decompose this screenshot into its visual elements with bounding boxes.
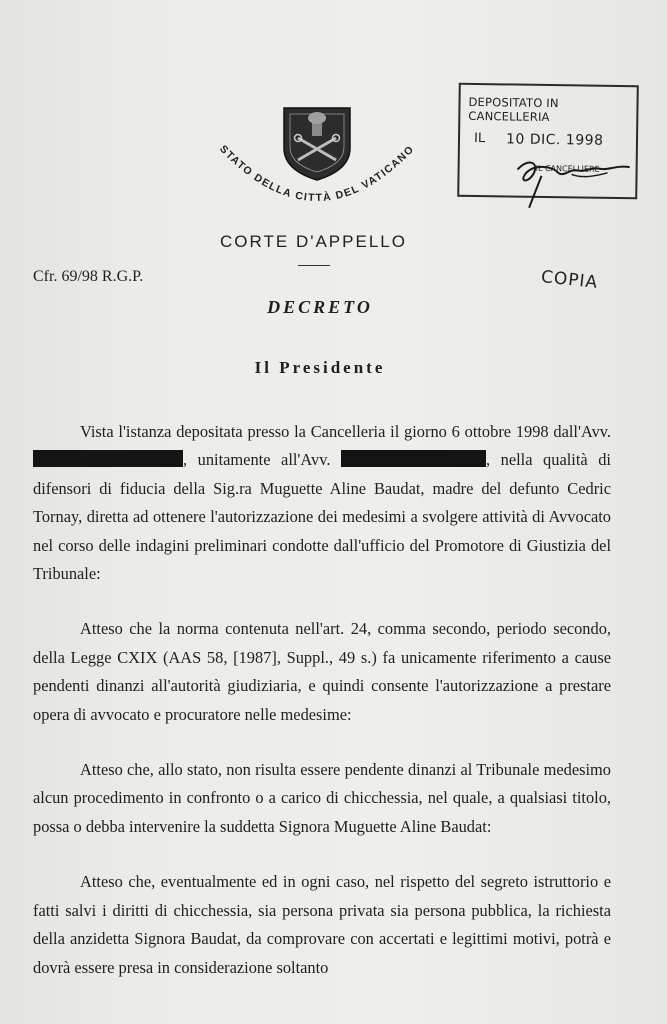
stamp-il: IL: [473, 130, 486, 147]
redaction-block: [341, 450, 486, 467]
document-subtitle: Il Presidente: [254, 358, 386, 377]
vatican-seal: [212, 100, 422, 220]
paragraph-2: Atteso che la norma contenuta nell'art. 24, comma secondo, periodo secondo, della Legge CXIX (AAS 58, [1987], Suppl., 49 s.) fa unicamente riferimento a cause pendenti dinanzi all'autorità giudiziaria, e quindi consente l'autorizzazione a prestare opera di avvocato e procuratore nelle medesime:: [33, 619, 611, 724]
paragraph-3: Atteso che, allo stato, non risulta essere pendente dinanzi al Tribunale medesimo alcun procedimento in confronto o a carico di chicchessia, nel quale, a qualsiasi titolo, possa o debba intervenire la suddetta Signora Muguette Aline Baudat:: [33, 760, 611, 836]
document-title: DECRETO: [267, 297, 373, 317]
paragraph-1-part-a: Vista l'istanza depositata presso la Cancelleria il giorno 6 ottobre 1998 dall'Avv.: [80, 422, 611, 441]
divider: [298, 265, 330, 266]
paragraph-4: Atteso che, eventualmente ed in ogni caso, nel rispetto del segreto istruttorio e fatti salvi i diritti di chicchessia, sia persona privata sia persona pubblica, la richiesta della anzidetta Signora Baudat, da comprovare con accertati e legittimi motivi, potrà e dovrà essere presa in considerazione soltanto: [33, 872, 611, 977]
stamp-role: IL CANCELLIERE: [535, 163, 600, 174]
copia-stamp: COPIA: [540, 267, 600, 293]
deposit-stamp: [457, 83, 639, 200]
redaction-block: [33, 450, 183, 467]
paragraph-1-part-b: , unitamente all'Avv.: [183, 450, 331, 470]
seal-text: STATO DELLA CITTÀ DEL VATICANO: [217, 142, 417, 205]
court-name: CORTE D'APPELLO: [220, 232, 407, 251]
stamp-date: 10 DIC. 1998: [505, 131, 604, 149]
paragraph-1: [33, 418, 611, 588]
coat-of-arms-icon: [284, 108, 350, 180]
document-body: [33, 418, 611, 982]
signature-icon: [511, 151, 638, 213]
case-reference: Cfr. 69/98 R.G.P.: [33, 268, 144, 285]
paragraph-1-part-c: , nella qualità di difensori di fiducia della Sig.ra Muguette Aline Baudat, madre del defunto Cedric Tornay, diretta ad ottenere l'autorizzazione dei medesimi a svolgere attività di Avvocato nel corso delle indagini preliminari condotte dall'ufficio del Promotore di Giustizia del Tribunale:: [33, 450, 611, 584]
stamp-title: DEPOSITATO IN CANCELLERIA: [468, 94, 559, 125]
